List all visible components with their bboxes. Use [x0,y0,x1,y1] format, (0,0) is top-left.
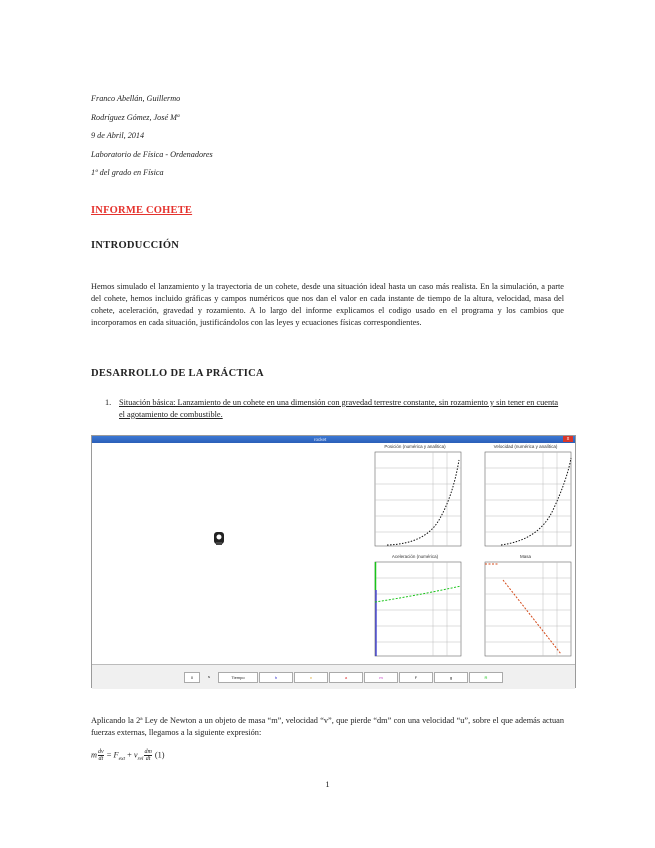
field-box-4[interactable]: a [329,672,363,683]
equation-1 [91,749,165,762]
eq-dv: dv [98,749,104,755]
position-graph [365,444,465,552]
eq-dt2: dt [145,756,151,762]
eq-vrel-sub: rel [137,756,144,763]
intro-paragraph: Hemos simulado el lanzamiento y la trayectoria de un cohete, desde una situación ideal hasta un caso más realista. En la simulación, a parte del cohete, hemos incluido gráficas y campos numéricos que nos dan el valor en cada instante de tiempo de la altura, velocidad, masa del cohete, aceleración, gravedad y rozamiento. A lo largo del informe explicamos el codigo usado en el programa y los cambios que incorporamos en cada situación, justificándolos con las leyes y ecuaciones físicas correspondientes. [91,282,564,327]
field-box-6[interactable]: F [399,672,433,683]
eq-fext: F [113,750,119,760]
velocity-graph-title: Velocidad (numérica y analítica) [493,444,558,449]
intro-heading: INTRODUCCIÓN [91,240,180,251]
field-box-1[interactable]: Tiempo [218,672,258,683]
eq-equals: = [106,750,112,760]
field-box-7[interactable]: g [434,672,468,683]
development-heading: DESARROLLO DE LA PRÁCTICA [91,368,264,379]
velocity-plot [477,450,574,552]
eq-frac-dvdt [98,749,104,762]
window-titlebar [92,436,575,443]
window-title: rocket [314,437,327,442]
author-line-2: Rodríguez Gómez, José Mª [91,113,180,122]
newton-paragraph: Aplicando la 2ª Ley de Newton a un objeto de masa “m”, velocidad “v”, que pierde “dm” con una velocidad “u”, sobre el que además actuan fuerzas externas, llegamos a la siguiente expresión: [91,716,564,737]
eq-dt1: dt [98,756,104,762]
report-title: INFORME COHETE [91,205,193,216]
author-line-1: Franco Abellán, Guillermo [91,94,181,103]
time-unit-label: s [208,674,210,679]
time-input[interactable]: 0 [184,672,200,683]
eq-plus: + [127,750,132,760]
field-box-5[interactable]: m [364,672,398,683]
list-item-number: 1. [105,398,112,407]
position-plot [365,450,465,552]
eq-fext-sub: ext [118,756,126,763]
field-box-3[interactable]: v [294,672,328,683]
mass-graph-title: Masa [519,554,531,559]
velocity-graph [477,444,574,552]
mass-plot [477,560,574,662]
list-item-text: Situación básica: Lanzamiento de un cohete en una dimensión con gravedad terrestre constante, sin rozamiento y sin tener en cuenta el agotamiento de combustible. [119,398,559,419]
acceleration-plot [365,560,465,662]
field-box-2[interactable]: h [259,672,293,683]
rocket-icon [212,530,226,546]
page-number: 1 [325,779,330,789]
acceleration-graph-title: Aceleración (numérica) [391,554,439,559]
eq-v: v [133,750,138,760]
close-button[interactable]: x [563,436,573,442]
eq-frac-dmdt [144,749,151,762]
simulation-screenshot [91,435,576,688]
eq-dm: dm [144,749,152,755]
degree-line: 1º del grado en Física [91,168,164,177]
date-line: 9 de Abril, 2014 [91,131,145,140]
field-box-8[interactable]: R [469,672,503,683]
mass-graph [477,554,574,662]
eq-label: (1) [154,750,165,760]
course-line: Laboratorio de Física - Ordenadores [91,150,213,159]
acceleration-graph [365,554,465,662]
control-bar [92,664,575,689]
position-graph-title: Posición (numérica y analítica) [384,444,446,449]
eq-m: m [91,750,97,760]
